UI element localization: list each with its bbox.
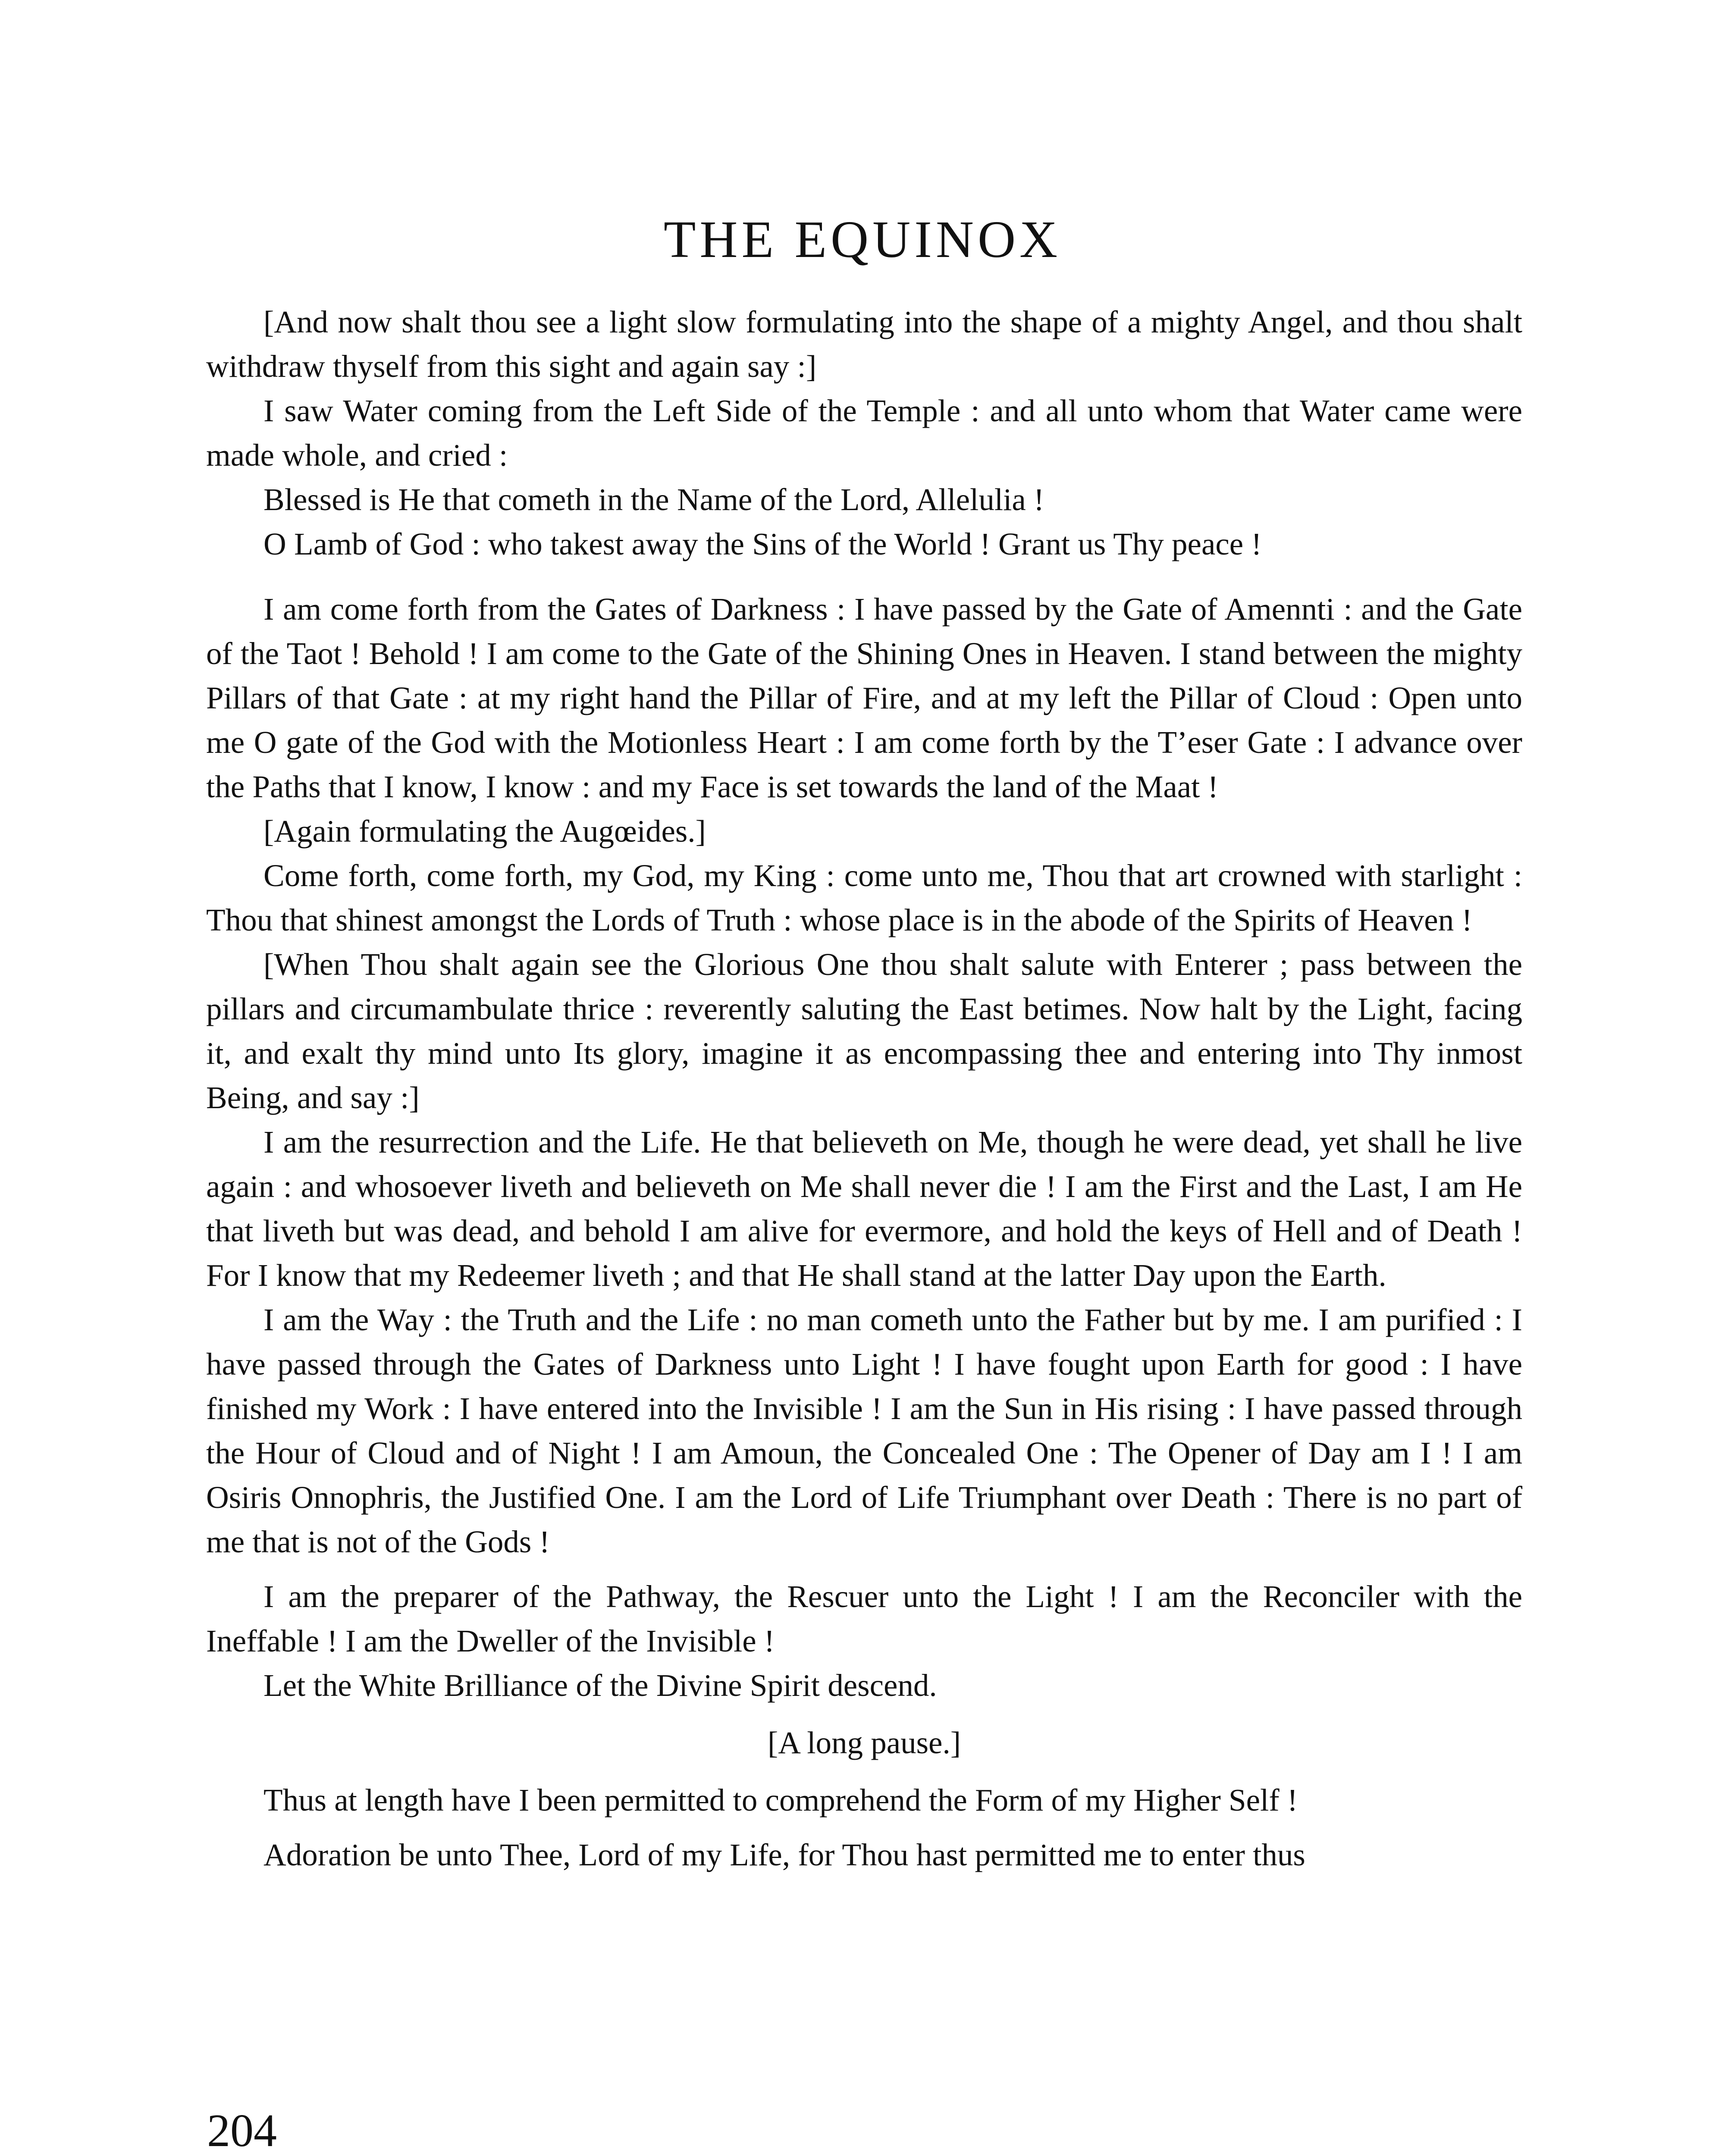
paragraph-glorious-one: [When Thou shalt again see the Glorious One thou shalt salute with Enterer ; pass between the pillars and circumambulate thrice : reverently saluting the East betimes. Now halt by the Light, facing it, and exalt thy mind unto Its glory, imagine it as encompassing thee and entering into Thy inmost Being, and say :]: [206, 947, 1522, 1115]
paragraph-augoeides: [Again formulating the Augœides.]: [263, 814, 706, 849]
paragraph-resurrection: I am the resurrection and the Life. He that believeth on Me, though he were dead, yet shall he live again : and whosoever liveth and believeth on Me shall never die ! I am the First and the Last, I am He that liveth but was dead, and behold I am alive for evermore, and hold the keys of Hell and of Death ! For I know that my Redeemer liveth ; and that He shall stand at the latter Day upon the Earth.: [206, 1125, 1522, 1293]
paragraph-adoration: Adoration be unto Thee, Lord of my Life, for Thou hast permitted me to enter thus: [263, 1837, 1305, 1872]
paragraph-gates-of-darkness: I am come forth from the Gates of Darkness : I have passed by the Gate of Amennti : and the Gate of the Taot ! Behold ! I am come to the Gate of the Shining Ones in Heaven. I stand between the mighty Pillars of that Gate : at my right hand the Pillar of Fire, and at my left the Pillar of Cloud : Open unto me O gate of the God with the Motionless Heart : I am come forth by the T’eser Gate : I advance over the Paths that I know, I know : and my Face is set towards the land of the Maat !: [206, 592, 1522, 804]
paragraph-the-way: I am the Way : the Truth and the Life : no man cometh unto the Father but by me. I am purified : I have passed through the Gates of Darkness unto Light ! I have fought upon Earth for good : I have finished my Work : I have entered into the Invisible ! I am the Sun in His rising : I have passed through the Hour of Cloud and of Night ! I am Amoun, the Concealed One : The Opener of Day am I ! I am Osiris Onnophris, the Justified One. I am the Lord of Life Triumphant over Death : There is no part of me that is not of the Gods !: [206, 1302, 1522, 1559]
paragraph-come-forth: Come forth, come forth, my God, my King : come unto me, Thou that art crowned with starlight : Thou that shinest amongst the Lords of Truth : whose place is in the abode of the Spirits of Heaven !: [206, 858, 1522, 937]
body-text: [206, 300, 1522, 1877]
running-head-title: THE EQUINOX: [663, 210, 1062, 269]
paragraph-long-pause: [A long pause.]: [767, 1725, 961, 1760]
paragraph-preparer: I am the preparer of the Pathway, the Rescuer unto the Light ! I am the Reconciler with the Ineffable ! I am the Dweller of the Invisible !: [206, 1579, 1522, 1658]
page-number: 204: [207, 2105, 277, 2156]
paragraph-higher-self: Thus at length have I been permitted to comprehend the Form of my Higher Self !: [263, 1783, 1298, 1818]
paragraph-blessed: Blessed is He that cometh in the Name of the Lord, Allelulia !: [263, 482, 1044, 517]
paragraph-water: I saw Water coming from the Left Side of the Temple : and all unto whom that Water came were made whole, and cried :: [206, 393, 1522, 473]
paragraph-angel-instruction: [And now shalt thou see a light slow formulating into the shape of a mighty Angel, and thou shalt withdraw thyself from this sight and again say :]: [206, 304, 1522, 384]
paragraph-white-brilliance: Let the White Brilliance of the Divine Spirit descend.: [263, 1668, 937, 1703]
paragraph-lamb-of-god: O Lamb of God : who takest away the Sins of the World ! Grant us Thy peace !: [263, 526, 1262, 561]
